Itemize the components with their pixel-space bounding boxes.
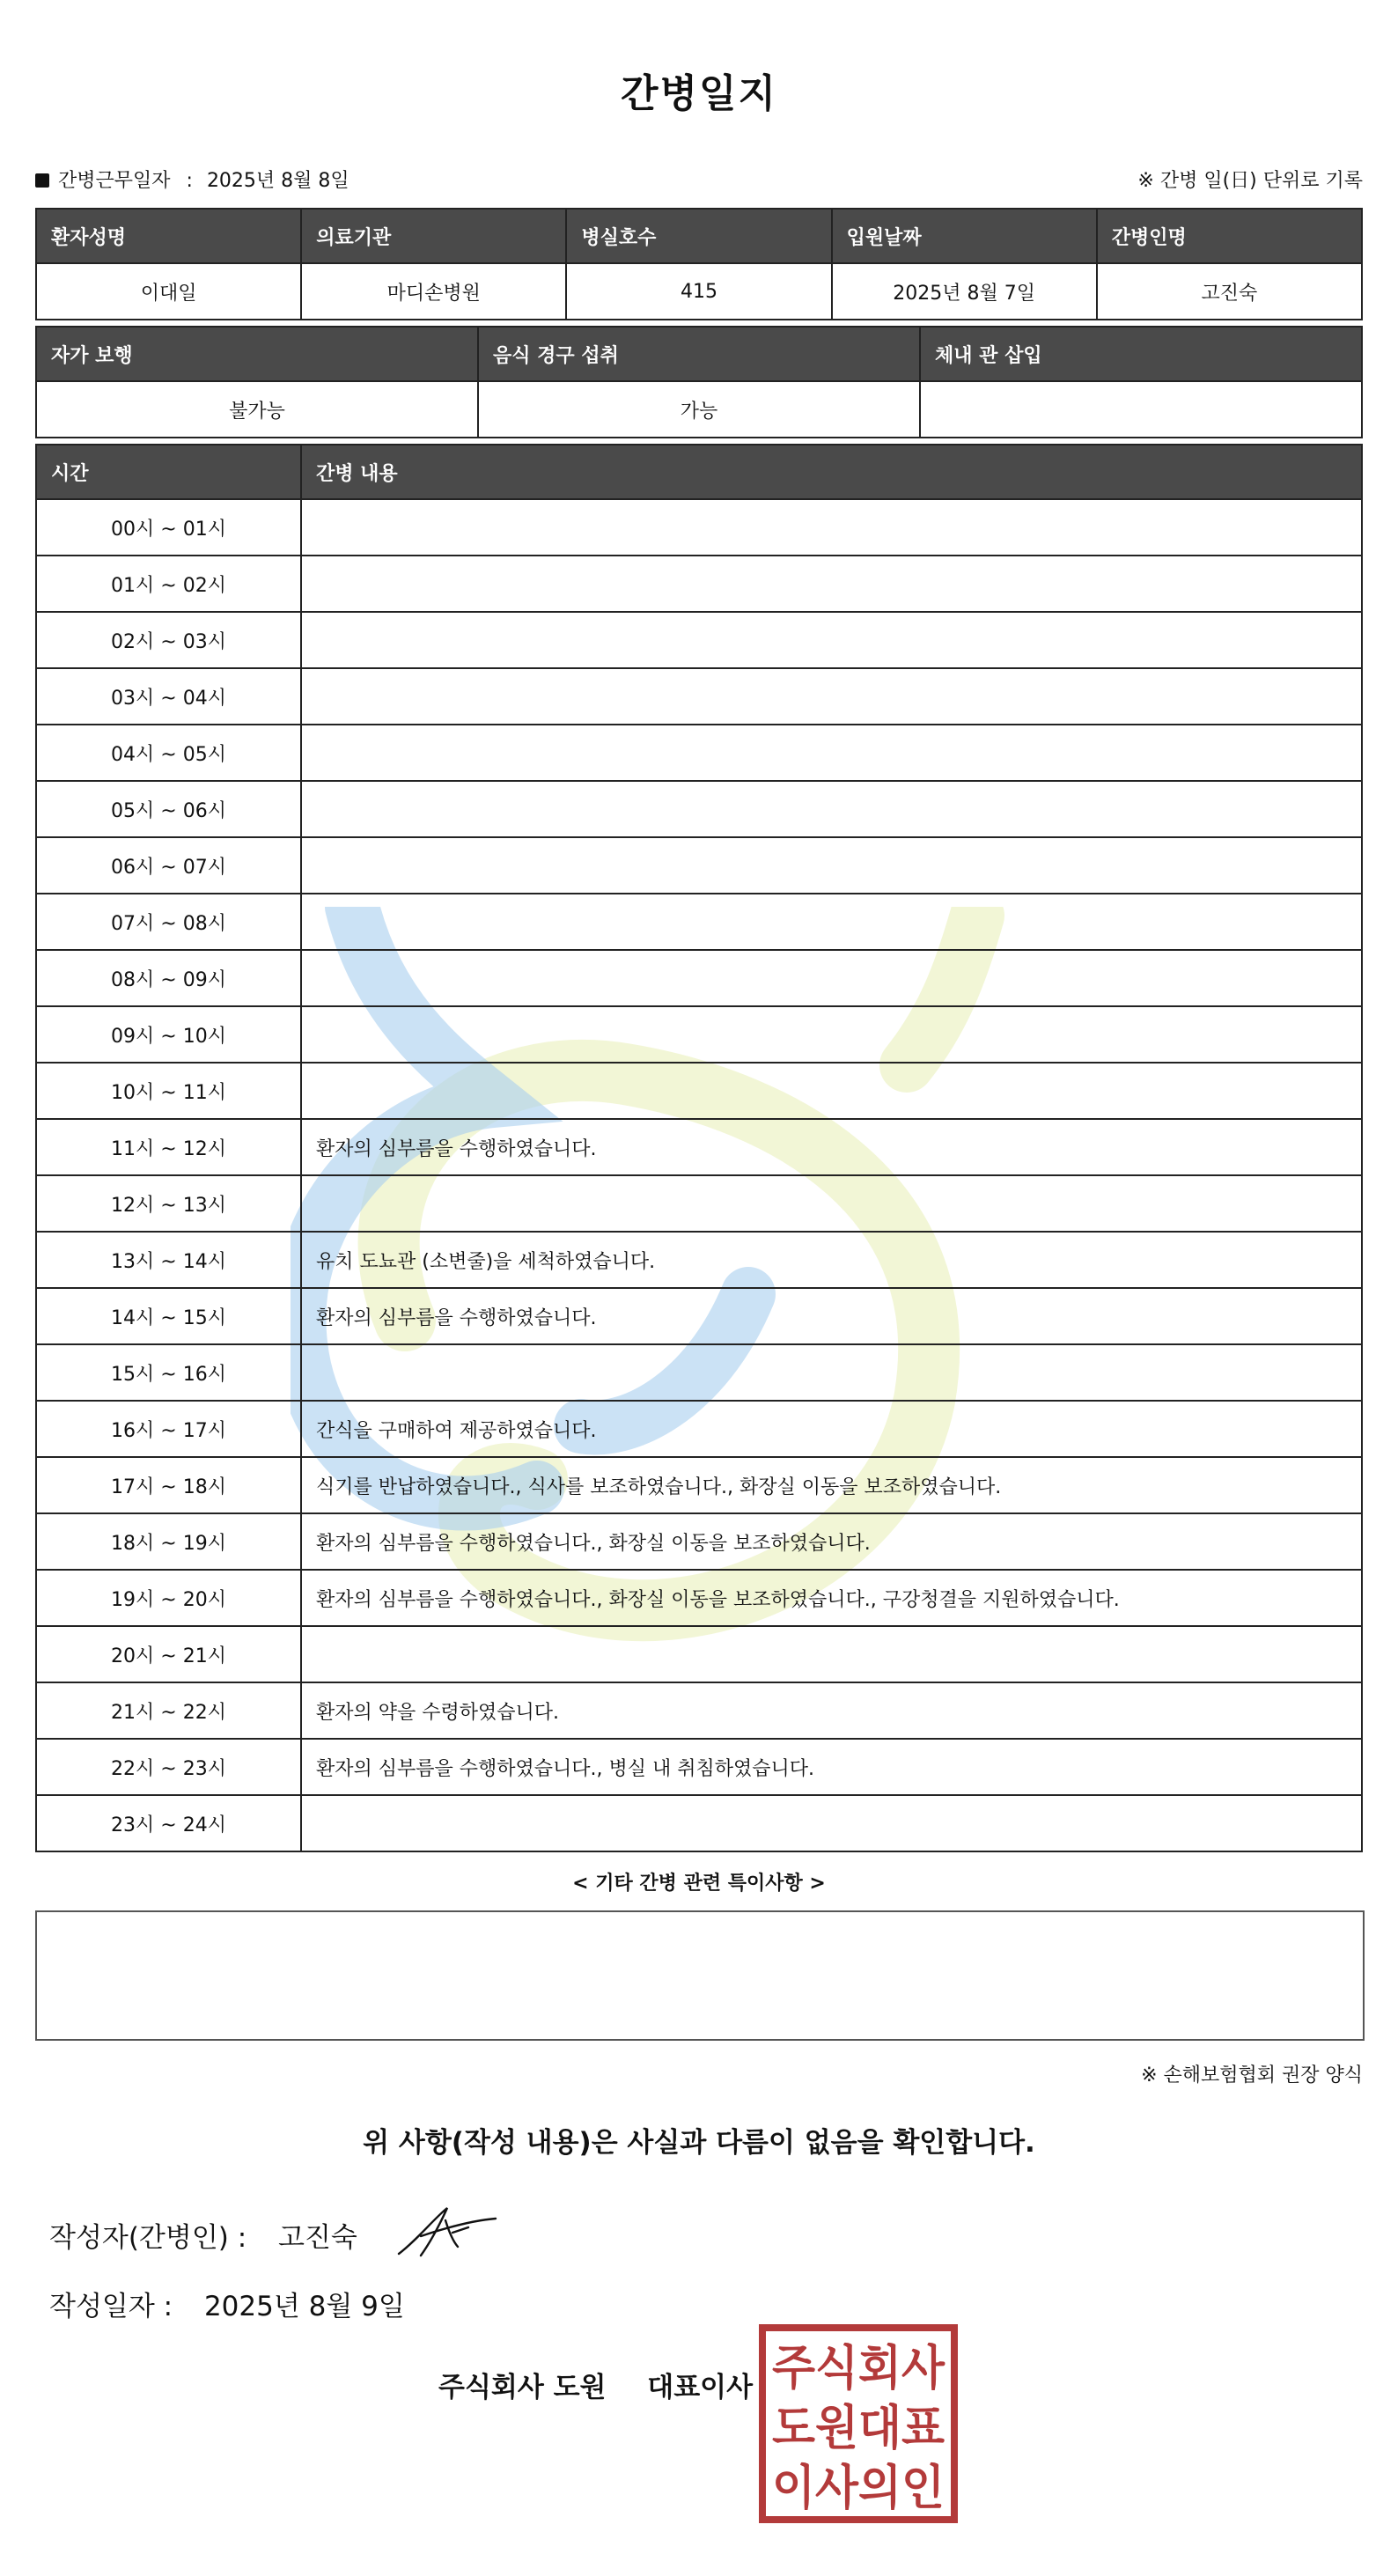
patient-info-value-row (36, 263, 1362, 320)
written-date-value: 2025년 8월 9일 (203, 2291, 405, 2322)
table-row (36, 1513, 1362, 1570)
writer-label: 작성자(간병인) : (49, 2222, 247, 2254)
table-row (36, 1063, 1362, 1119)
seal-text-line-1: 주식회사 (772, 2340, 945, 2396)
header-tube-insertion: 체내 관 삽입 (920, 327, 1362, 381)
tube-insertion-value (920, 381, 1362, 438)
time-slot: 14시 ~ 15시 (36, 1288, 301, 1344)
care-content: 식기를 반납하였습니다., 식사를 보조하였습니다., 화장실 이동을 보조하였습니다. (301, 1457, 1362, 1513)
hospital-value: 마디손병원 (301, 263, 566, 320)
table-row (36, 1570, 1362, 1626)
time-slot: 16시 ~ 17시 (36, 1401, 301, 1457)
header-admission-date: 입원날짜 (832, 209, 1097, 263)
care-content: 유치 도뇨관 (소변줄)을 세척하였습니다. (301, 1232, 1362, 1288)
ceo-label: 대표이사 (647, 2372, 754, 2403)
caregiver-name-value: 고진숙 (1097, 263, 1362, 320)
notes-title: < 기타 간병 관련 특이사항 > (572, 1873, 826, 1895)
time-slot: 17시 ~ 18시 (36, 1457, 301, 1513)
table-row (36, 1288, 1362, 1344)
seal-text-line-3: 이사의인 (772, 2460, 945, 2515)
care-content: 환자의 심부름을 수행하였습니다. (301, 1119, 1362, 1175)
confirmation-statement: 위 사항(작성 내용)은 사실과 다름이 없음을 확인합니다. (363, 2127, 1035, 2159)
care-content (301, 950, 1362, 1006)
care-content: 환자의 약을 수령하였습니다. (301, 1682, 1362, 1739)
record-unit-note: ※ 간병 일(日) 단위로 기록 (1137, 170, 1363, 192)
care-content (301, 556, 1362, 612)
time-slot: 00시 ~ 01시 (36, 499, 301, 556)
care-content: 간식을 구매하여 제공하였습니다. (301, 1401, 1362, 1457)
status-header-row (36, 327, 1362, 381)
admission-date-value: 2025년 8월 7일 (832, 263, 1097, 320)
company-name: 주식회사 도원 (438, 2372, 607, 2403)
care-content (301, 499, 1362, 556)
table-row (36, 1401, 1362, 1457)
schedule-header-row (36, 445, 1362, 499)
time-slot: 23시 ~ 24시 (36, 1795, 301, 1851)
status-value-row (36, 381, 1362, 438)
table-row (36, 1006, 1362, 1063)
time-slot: 13시 ~ 14시 (36, 1232, 301, 1288)
work-date (35, 166, 350, 193)
patient-info-table (35, 208, 1363, 320)
care-content (301, 894, 1362, 950)
table-row (36, 1344, 1362, 1401)
work-date-label: 간병근무일자 (58, 170, 171, 192)
writer-name: 고진숙 (278, 2222, 357, 2254)
care-content (301, 1006, 1362, 1063)
table-row (36, 612, 1362, 668)
header-room: 병실호수 (566, 209, 831, 263)
document-title: 간병일지 (620, 71, 777, 116)
care-content (301, 837, 1362, 894)
notes-content (37, 1912, 1363, 1933)
time-slot: 11시 ~ 12시 (36, 1119, 301, 1175)
time-slot: 06시 ~ 07시 (36, 837, 301, 894)
table-row (36, 781, 1362, 837)
care-content (301, 1063, 1362, 1119)
patient-status-table (35, 326, 1363, 438)
table-row (36, 1795, 1362, 1851)
table-row (36, 1175, 1362, 1232)
table-row (36, 1626, 1362, 1682)
care-content (301, 1175, 1362, 1232)
care-content (301, 1344, 1362, 1401)
table-row (36, 894, 1362, 950)
seal-text-line-2: 도원대표 (772, 2400, 945, 2455)
company-line (438, 2365, 753, 2404)
table-row (36, 950, 1362, 1006)
table-row (36, 499, 1362, 556)
time-slot: 07시 ~ 08시 (36, 894, 301, 950)
bullet-square-icon (35, 173, 49, 188)
table-row (36, 1119, 1362, 1175)
time-slot: 01시 ~ 02시 (36, 556, 301, 612)
header-oral-intake: 음식 경구 섭취 (478, 327, 920, 381)
table-row (36, 668, 1362, 725)
care-content (301, 1795, 1362, 1851)
care-schedule-table (35, 444, 1363, 1852)
header-patient-name: 환자성명 (36, 209, 301, 263)
header-self-walking: 자가 보행 (36, 327, 478, 381)
time-slot: 12시 ~ 13시 (36, 1175, 301, 1232)
table-row (36, 1457, 1362, 1513)
notes-box (35, 1910, 1365, 2041)
care-content: 환자의 심부름을 수행하였습니다. (301, 1288, 1362, 1344)
header-time: 시간 (36, 445, 301, 499)
time-slot: 04시 ~ 05시 (36, 725, 301, 781)
time-slot: 20시 ~ 21시 (36, 1626, 301, 1682)
care-content (301, 612, 1362, 668)
time-slot: 21시 ~ 22시 (36, 1682, 301, 1739)
care-content: 환자의 심부름을 수행하였습니다., 병실 내 취침하였습니다. (301, 1739, 1362, 1795)
table-row (36, 1739, 1362, 1795)
time-slot: 18시 ~ 19시 (36, 1513, 301, 1570)
work-date-separator: : (186, 170, 193, 192)
table-row (36, 837, 1362, 894)
header-caregiver-name: 간병인명 (1097, 209, 1362, 263)
care-content (301, 725, 1362, 781)
header-hospital: 의료기관 (301, 209, 566, 263)
header-care-content: 간병 내용 (301, 445, 1362, 499)
oral-intake-value: 가능 (478, 381, 920, 438)
table-row (36, 1682, 1362, 1739)
writer-signature (394, 2201, 500, 2263)
schedule-body (36, 499, 1362, 1851)
care-content: 환자의 심부름을 수행하였습니다., 화장실 이동을 보조하였습니다. (301, 1513, 1362, 1570)
table-row (36, 725, 1362, 781)
time-slot: 08시 ~ 09시 (36, 950, 301, 1006)
patient-info-header-row (36, 209, 1362, 263)
written-date-label: 작성일자 : (49, 2291, 173, 2322)
form-source-note: ※ 손해보험협회 권장 양식 (1141, 2064, 1363, 2087)
time-slot: 09시 ~ 10시 (36, 1006, 301, 1063)
time-slot: 22시 ~ 23시 (36, 1739, 301, 1795)
written-date-line (49, 2284, 405, 2323)
time-slot: 05시 ~ 06시 (36, 781, 301, 837)
care-content (301, 1626, 1362, 1682)
table-row (36, 556, 1362, 612)
time-slot: 02시 ~ 03시 (36, 612, 301, 668)
self-walking-value: 불가능 (36, 381, 478, 438)
time-slot: 15시 ~ 16시 (36, 1344, 301, 1401)
care-content: 환자의 심부름을 수행하였습니다., 화장실 이동을 보조하였습니다., 구강청결을 지원하였습니다. (301, 1570, 1362, 1626)
time-slot: 10시 ~ 11시 (36, 1063, 301, 1119)
work-date-value: 2025년 8월 8일 (206, 170, 350, 192)
care-content (301, 668, 1362, 725)
care-content (301, 781, 1362, 837)
room-value: 415 (566, 263, 831, 320)
time-slot: 19시 ~ 20시 (36, 1570, 301, 1626)
patient-name-value: 이대일 (36, 263, 301, 320)
table-row (36, 1232, 1362, 1288)
company-seal (759, 2324, 958, 2523)
writer-line (49, 2215, 357, 2255)
time-slot: 03시 ~ 04시 (36, 668, 301, 725)
